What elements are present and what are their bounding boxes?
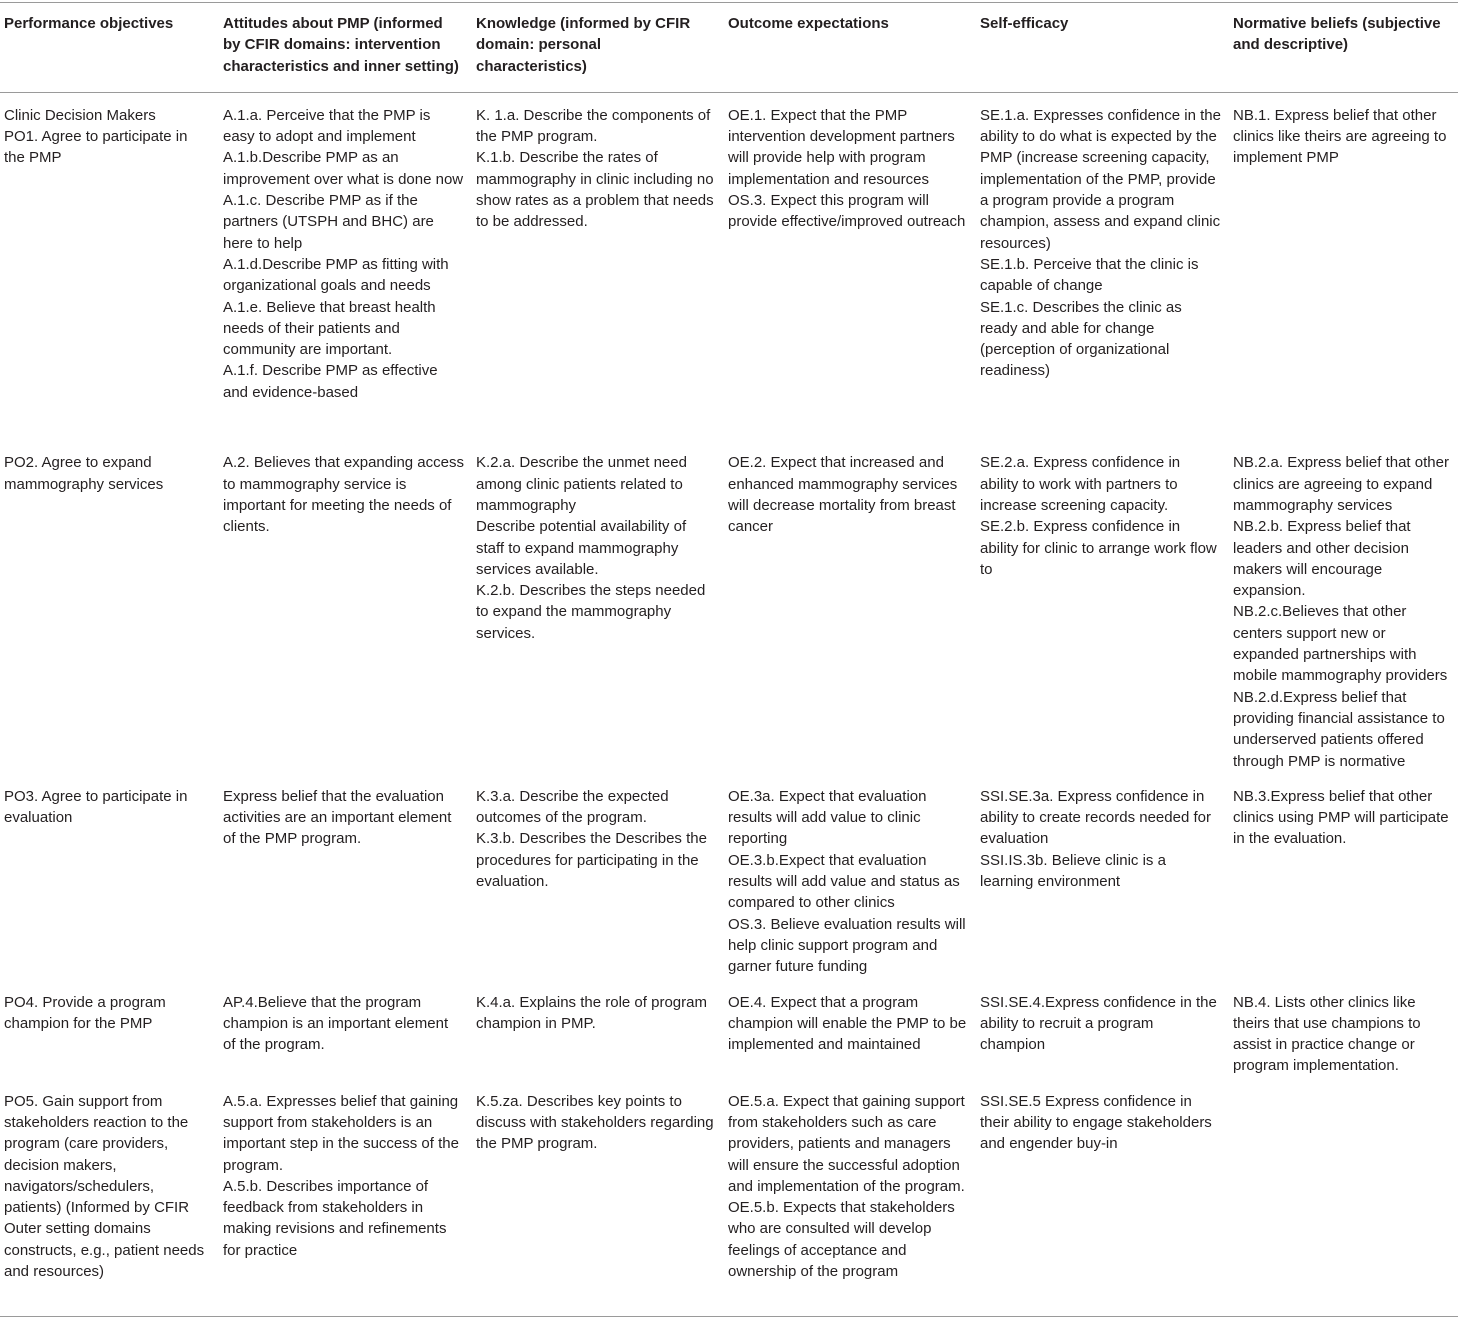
cell-normative-beliefs: [1229, 774, 1458, 980]
cell-line: SSI.IS.3b. Believe clinic is a learning environment: [980, 851, 1166, 891]
header-normative-beliefs: Normative beliefs (subjective and descriptive): [1233, 15, 1441, 54]
cell-line: OS.3. Believe evaluation results will help clinic support program and garner future funding: [728, 915, 966, 976]
cell-attitudes: [219, 980, 472, 1079]
cell-line: OE.2. Expect that increased and enhanced mammography services will decrease mortality from breast cancer: [728, 454, 958, 536]
cell-line: K.2.b. Describes the steps needed to expand the mammography services.: [476, 582, 706, 642]
cell-performance-objective: [0, 1079, 219, 1317]
cell-line: NB.2.a. Express belief that other clinics are agreeing to expand mammography services: [1233, 454, 1449, 514]
cell-line: NB.2.b. Express belief that leaders and other decision makers will encourage expansion.: [1233, 518, 1411, 600]
cell-self-efficacy: [976, 92, 1229, 440]
table-row: [0, 1079, 1458, 1317]
cell-line: SE.2.a. Express confidence in ability to work with partners to increase screening capacity.: [980, 454, 1181, 514]
cell-line: OE.3a. Expect that evaluation results will add value to clinic reporting: [728, 787, 927, 848]
table-row: [0, 92, 1458, 440]
cell-line: PO4. Provide a program champion for the PMP: [4, 993, 166, 1032]
cell-line: SSI.SE.4.Express confidence in the ability to recruit a program champion: [980, 993, 1217, 1054]
cell-attitudes: [219, 440, 472, 773]
cell-line: K.3.b. Describes the Describes the procedures for participating in the evaluation.: [476, 830, 707, 891]
cell-line: PO2. Agree to expand mammography services: [4, 454, 164, 493]
cell-line: A.1.f. Describe PMP as effective and evidence-based: [223, 362, 438, 401]
cell-line: NB.2.d.Express belief that providing financial assistance to underserved patients offered through PMP is normative: [1233, 688, 1445, 770]
cell-line: Describe potential availability of staff to expand mammography services available.: [476, 518, 687, 578]
cell-line: OE.1. Expect that the PMP intervention development partners will provide help with program implementation and resources: [728, 106, 955, 188]
cell-line: SE.2.b. Express confidence in ability for clinic to arrange work flow to: [980, 518, 1217, 578]
cell-line: OS.3. Expect this program will provide effective/improved outreach: [728, 192, 966, 231]
cell-attitudes: [219, 774, 472, 980]
cell-attitudes: [219, 1079, 472, 1317]
cell-line: OE.5.a. Expect that gaining support from stakeholders such as care providers, patients and managers will ensure the successful adoption and implementation of the program.: [728, 1092, 965, 1195]
cell-knowledge: [472, 1079, 724, 1317]
cell-performance-objective: [0, 92, 219, 440]
table-header: [0, 3, 1458, 93]
cell-line: A.1.e. Believe that breast health needs of their patients and community are important.: [223, 298, 436, 359]
cell-line: A.1.a. Perceive that the PMP is easy to adopt and implement: [223, 106, 431, 146]
cell-self-efficacy: [976, 1079, 1229, 1317]
cell-line: SSI.SE.3a. Express confidence in ability to create records needed for evaluation: [980, 787, 1211, 848]
cell-normative-beliefs: [1229, 1079, 1458, 1317]
header-performance-objectives: Performance objectives: [4, 15, 174, 32]
cell-performance-objective: [0, 980, 219, 1079]
cell-knowledge: [472, 92, 724, 440]
cell-self-efficacy: [976, 440, 1229, 773]
cell-outcome-expectations: [724, 774, 976, 980]
header-outcome-expectations: Outcome expectations: [728, 15, 889, 32]
cell-line: K.4.a. Explains the role of program champion in PMP.: [476, 993, 707, 1032]
cell-line: NB.2.c.Believes that other centers support new or expanded partnerships with mobile mammography providers: [1233, 603, 1448, 685]
cell-line: Express belief that the evaluation activities are an important element of the PMP program.: [223, 787, 452, 848]
cell-line: PO5. Gain support from stakeholders reaction to the program (care providers, decision makers, navigators/schedulers, patients) (Informed by CFIR Outer setting domains constructs, e.g., patient needs and resources): [4, 1092, 205, 1281]
cell-normative-beliefs: [1229, 980, 1458, 1079]
cell-line: SE.1.c. Describes the clinic as ready and able for change (perception of organizational readiness): [980, 298, 1182, 380]
cell-outcome-expectations: [724, 980, 976, 1079]
header-self-efficacy: Self-efficacy: [980, 15, 1069, 32]
header-knowledge: Knowledge (informed by CFIR domain: personal characteristics): [476, 15, 691, 75]
cell-line: K. 1.a. Describe the components of the PMP program.: [476, 106, 711, 146]
cell-self-efficacy: [976, 774, 1229, 980]
cell-line: A.2. Believes that expanding access to mammography service is important for meeting the needs of clients.: [223, 454, 464, 536]
cell-attitudes: [219, 92, 472, 440]
cell-line: A.1.d.Describe PMP as fitting with organizational goals and needs: [223, 255, 449, 295]
cell-outcome-expectations: [724, 440, 976, 773]
header-attitudes: Attitudes about PMP (informed by CFIR domains: intervention characteristics and inner setting): [223, 15, 459, 75]
cell-line: SE.1.b. Perceive that the clinic is capable of change: [980, 255, 1199, 295]
table-row: [0, 440, 1458, 773]
matrix-table-container: [0, 2, 1460, 1327]
table-body: [0, 92, 1458, 1316]
cell-performance-objective: [0, 440, 219, 773]
cell-line: A.1.b.Describe PMP as an improvement over what is done now: [223, 149, 464, 188]
table-row: [0, 980, 1458, 1079]
cell-normative-beliefs: [1229, 440, 1458, 773]
cell-line: OE.5.b. Expects that stakeholders who are consulted will develop feelings of acceptance and ownership of the program: [728, 1199, 955, 1281]
cell-line: A.5.b. Describes importance of feedback from stakeholders in making revisions and refinements for practice: [223, 1177, 447, 1259]
cell-performance-objective: [0, 774, 219, 980]
cell-normative-beliefs: [1229, 92, 1458, 440]
cell-outcome-expectations: [724, 1079, 976, 1317]
cell-line: A.1.c. Describe PMP as if the partners (UTSPH and BHC) are here to help: [223, 192, 434, 252]
header-row: [0, 3, 1458, 93]
cell-line: NB.1. Express belief that other clinics like theirs are agreeing to implement PMP: [1233, 106, 1447, 167]
cell-line: SSI.SE.5 Express confidence in their ability to engage stakeholders and engender buy-in: [980, 1092, 1212, 1153]
cell-line: OE.3.b.Expect that evaluation results will add value and status as compared to other clinics: [728, 851, 960, 912]
cell-line: K.1.b. Describe the rates of mammography in clinic including no show rates as a problem that needs to be addressed.: [476, 149, 714, 231]
cell-line: PO1. Agree to participate in the PMP: [4, 128, 188, 167]
cell-line: K.5.za. Describes key points to discuss with stakeholders regarding the PMP program.: [476, 1092, 714, 1153]
cell-line: Clinic Decision Makers: [4, 106, 156, 124]
change-objectives-matrix: [0, 2, 1458, 1317]
cell-line: A.5.a. Expresses belief that gaining support from stakeholders is an important step in the success of the program.: [223, 1092, 459, 1174]
table-row: [0, 774, 1458, 980]
cell-knowledge: [472, 774, 724, 980]
cell-line: OE.4. Expect that a program champion will enable the PMP to be implemented and maintained: [728, 993, 967, 1054]
cell-line: NB.4. Lists other clinics like theirs that use champions to assist in practice change or program implementation.: [1233, 993, 1421, 1075]
cell-line: NB.3.Express belief that other clinics using PMP will participate in the evaluation.: [1233, 787, 1449, 848]
cell-line: SE.1.a. Expresses confidence in the ability to do what is expected by the PMP (increase screening capacity, implementation of the PMP, provide a program provide a program champion, assess and expand clinic resources): [980, 106, 1221, 252]
cell-knowledge: [472, 980, 724, 1079]
cell-line: PO3. Agree to participate in evaluation: [4, 787, 188, 827]
cell-line: K.2.a. Describe the unmet need among clinic patients related to mammography: [476, 454, 687, 514]
cell-knowledge: [472, 440, 724, 773]
cell-line: AP.4.Believe that the program champion is an important element of the program.: [223, 993, 449, 1054]
cell-outcome-expectations: [724, 92, 976, 440]
cell-self-efficacy: [976, 980, 1229, 1079]
cell-line: K.3.a. Describe the expected outcomes of the program.: [476, 787, 669, 827]
